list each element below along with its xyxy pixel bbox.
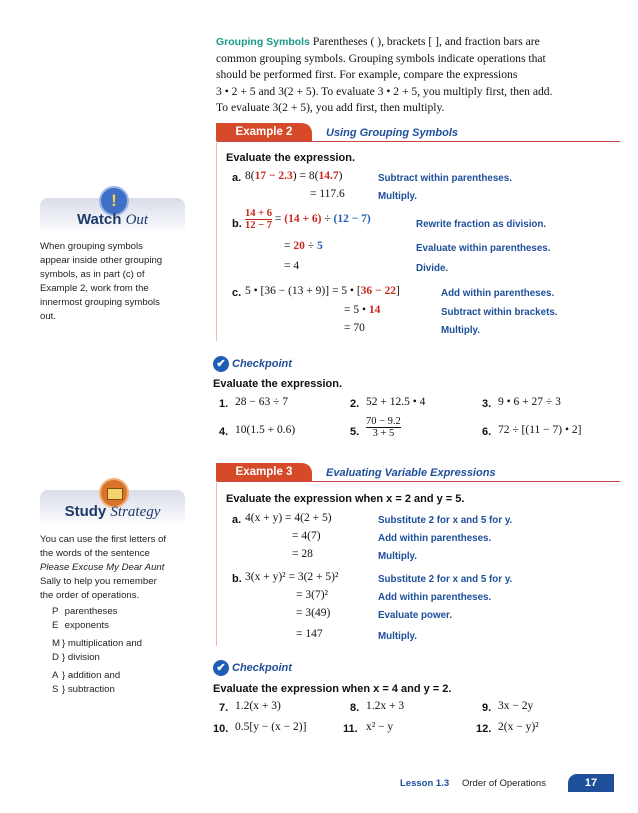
ex3-b-line-3: = 3(49) [296,607,331,619]
checkpoint-1-title: Checkpoint [232,358,292,370]
cp2-item-8-expression: 1.2x + 3 [366,700,405,712]
cp2-item-11-expression: x² − y [366,721,394,733]
example-3-frame [216,481,217,646]
study-strategy-title: Study Strategy [64,503,161,520]
ex2-c-line-2: = 5 • 14 [344,304,381,316]
cp2-item-7-number: 7. [219,702,229,714]
ex2-c-line-3: = 70 [344,322,365,334]
intro-line-4: 3 • 2 + 5 and 3(2 + 5). To evaluate 3 • 2 + 5, you multiply first, then add. [216,84,553,98]
ex3-b-line-2: = 3(7)² [296,589,328,601]
intro-line-1: Parentheses ( ), brackets [ ], and fraction bars are [312,35,540,48]
footer-topic: Order of Operations [462,778,546,789]
cp1-item-4-number: 4. [219,426,229,438]
watch-out-text: When grouping symbols appear inside other grouping symbols, as in part (c) of Example 2, work from the innermost grouping symbols out. [40,241,163,322]
ex2-b-line-2: = 20 ÷ 5 [284,240,323,252]
ex2-c-label: c. [232,287,242,299]
cp1-item-6-number: 6. [482,426,492,438]
ex2-b-note-2: Evaluate within parentheses. [416,243,551,254]
ex2-a-note-1: Subtract within parentheses. [378,173,512,184]
ex3-a-line-3: = 28 [292,548,313,560]
intro-line-2: common grouping symbols. Grouping symbols indicate operations that [216,51,546,65]
checkpoint-2-prompt: Evaluate the expression when x = 4 and y = 2. [213,683,452,695]
ex3-a-line-2: = 4(7) [292,530,321,542]
intro-paragraph [216,34,626,117]
checkmark-icon: ✔ [213,356,229,372]
cp2-item-9-number: 9. [482,702,492,714]
cp1-item-3-number: 3. [482,398,492,410]
cp2-item-12-number: 12. [476,723,492,735]
cp2-item-12-expression: 2(x − y)² [498,721,539,733]
example-2-tab: Example 2 [216,123,312,141]
cp1-item-5-number: 5. [350,426,360,438]
exclamation-icon: ! [99,186,129,216]
ex2-a-label: a. [232,172,242,184]
ex2-c-note-2: Subtract within brackets. [441,307,558,318]
example-2-title: Using Grouping Symbols [326,127,459,139]
example-2-prompt: Evaluate the expression. [226,152,355,164]
ex2-b-note-1: Rewrite fraction as division. [416,219,547,230]
example-3-title: Evaluating Variable Expressions [326,467,496,479]
study-strategy-box [40,490,185,526]
cp1-item-6-expression: 72 ÷ [(11 − 7) • 2] [498,424,582,436]
ex2-a-line-2: = 117.6 [310,188,345,200]
ex3-a-note-3: Multiply. [378,551,418,562]
ex2-c-note-3: Multiply. [441,325,481,336]
ex3-a-note-1: Substitute 2 for x and 5 for y. [378,515,513,526]
checkpoint-2-title: Checkpoint [232,662,292,674]
ex3-b-note-4: Multiply. [378,631,418,642]
ex2-b-note-3: Divide. [416,263,449,274]
example-3-rule [216,481,620,482]
cp2-item-11-number: 11. [343,723,358,735]
study-strategy-text: You can use the first letters of the words of the sentence Please Excuse My Dear Aunt Sally to help you remember the order of operations. [40,534,167,601]
ex3-a-label: a. [232,514,242,526]
checkpoint-1-prompt: Evaluate the expression. [213,378,342,390]
ex3-b-line-4: = 147 [296,628,323,640]
ex3-b-label: b. [232,573,242,585]
pemdas-list: P parentheses E exponents M } multiplication and D } division A } addition and S } subtraction [52,606,143,695]
intro-line-5: To evaluate 3(2 + 5), you add first, then multiply. [216,101,445,114]
ex2-b-fraction: $\frac{14 + 6}{12 - 7}$ [245,208,272,231]
ex3-b-line-1: 3(x + y)² = 3(2 + 5)² [245,571,339,583]
cp2-item-10-expression: 0.5[y − (x − 2)] [235,721,307,733]
intro-heading: Grouping Symbols [216,36,310,48]
cp2-item-8-number: 8. [350,702,360,714]
page-number: 17 [568,774,614,792]
ex2-b-line-3: = 4 [284,260,300,272]
ex3-b-note-2: Add within parentheses. [378,592,492,603]
checkmark-icon: ✔ [213,660,229,676]
cp2-item-10-number: 10. [213,723,229,735]
ex3-a-note-2: Add within parentheses. [378,533,492,544]
ex2-a-line-1: 8(17 − 2.3) = 8(14.7) [245,170,343,182]
watch-out-box [40,191,185,234]
ex3-a-line-1: 4(x + y) = 4(2 + 5) [245,512,332,524]
ex3-b-note-1: Substitute 2 for x and 5 for y. [378,574,513,585]
cp2-item-7-expression: 1.2(x + 3) [235,700,281,712]
cp1-item-1-number: 1. [219,398,229,410]
example-2-rule [216,141,620,142]
cp2-item-9-expression: 3x − 2y [498,700,534,712]
ex2-c-note-1: Add within parentheses. [441,288,555,299]
ex3-b-note-3: Evaluate power. [378,610,453,621]
ex2-b-line-1: $\frac{14 + 6}{12 - 7}$ = (14 + 6) ÷ (12 − 7) [245,208,371,231]
cp1-item-2-expression: 52 + 12.5 • 4 [366,396,426,408]
cp1-item-3-expression: 9 • 6 + 27 ÷ 3 [498,396,561,408]
footer-lesson: Lesson 1.3 [400,778,450,789]
cp1-item-4-expression: 10(1.5 + 0.6) [235,424,296,436]
cp1-item-5-expression: $\frac{70 - 9.2}{3 + 5}$ [366,416,401,439]
cp1-item-1-expression: 28 − 63 ÷ 7 [235,396,289,408]
example-3-tab: Example 3 [216,463,312,481]
ex2-b-label: b. [232,218,242,230]
ex2-c-line-1: 5 • [36 − (13 + 9)] = 5 • [36 − 22] [245,285,400,297]
example-2-frame [216,141,217,341]
example-3-prompt: Evaluate the expression when x = 2 and y = 5. [226,493,465,505]
intro-line-3: should be performed first. For example, compare the expressions [216,68,518,81]
ex2-a-note-2: Multiply. [378,191,418,202]
cp1-item-2-number: 2. [350,398,360,410]
watch-out-title: Watch Out [76,211,149,228]
